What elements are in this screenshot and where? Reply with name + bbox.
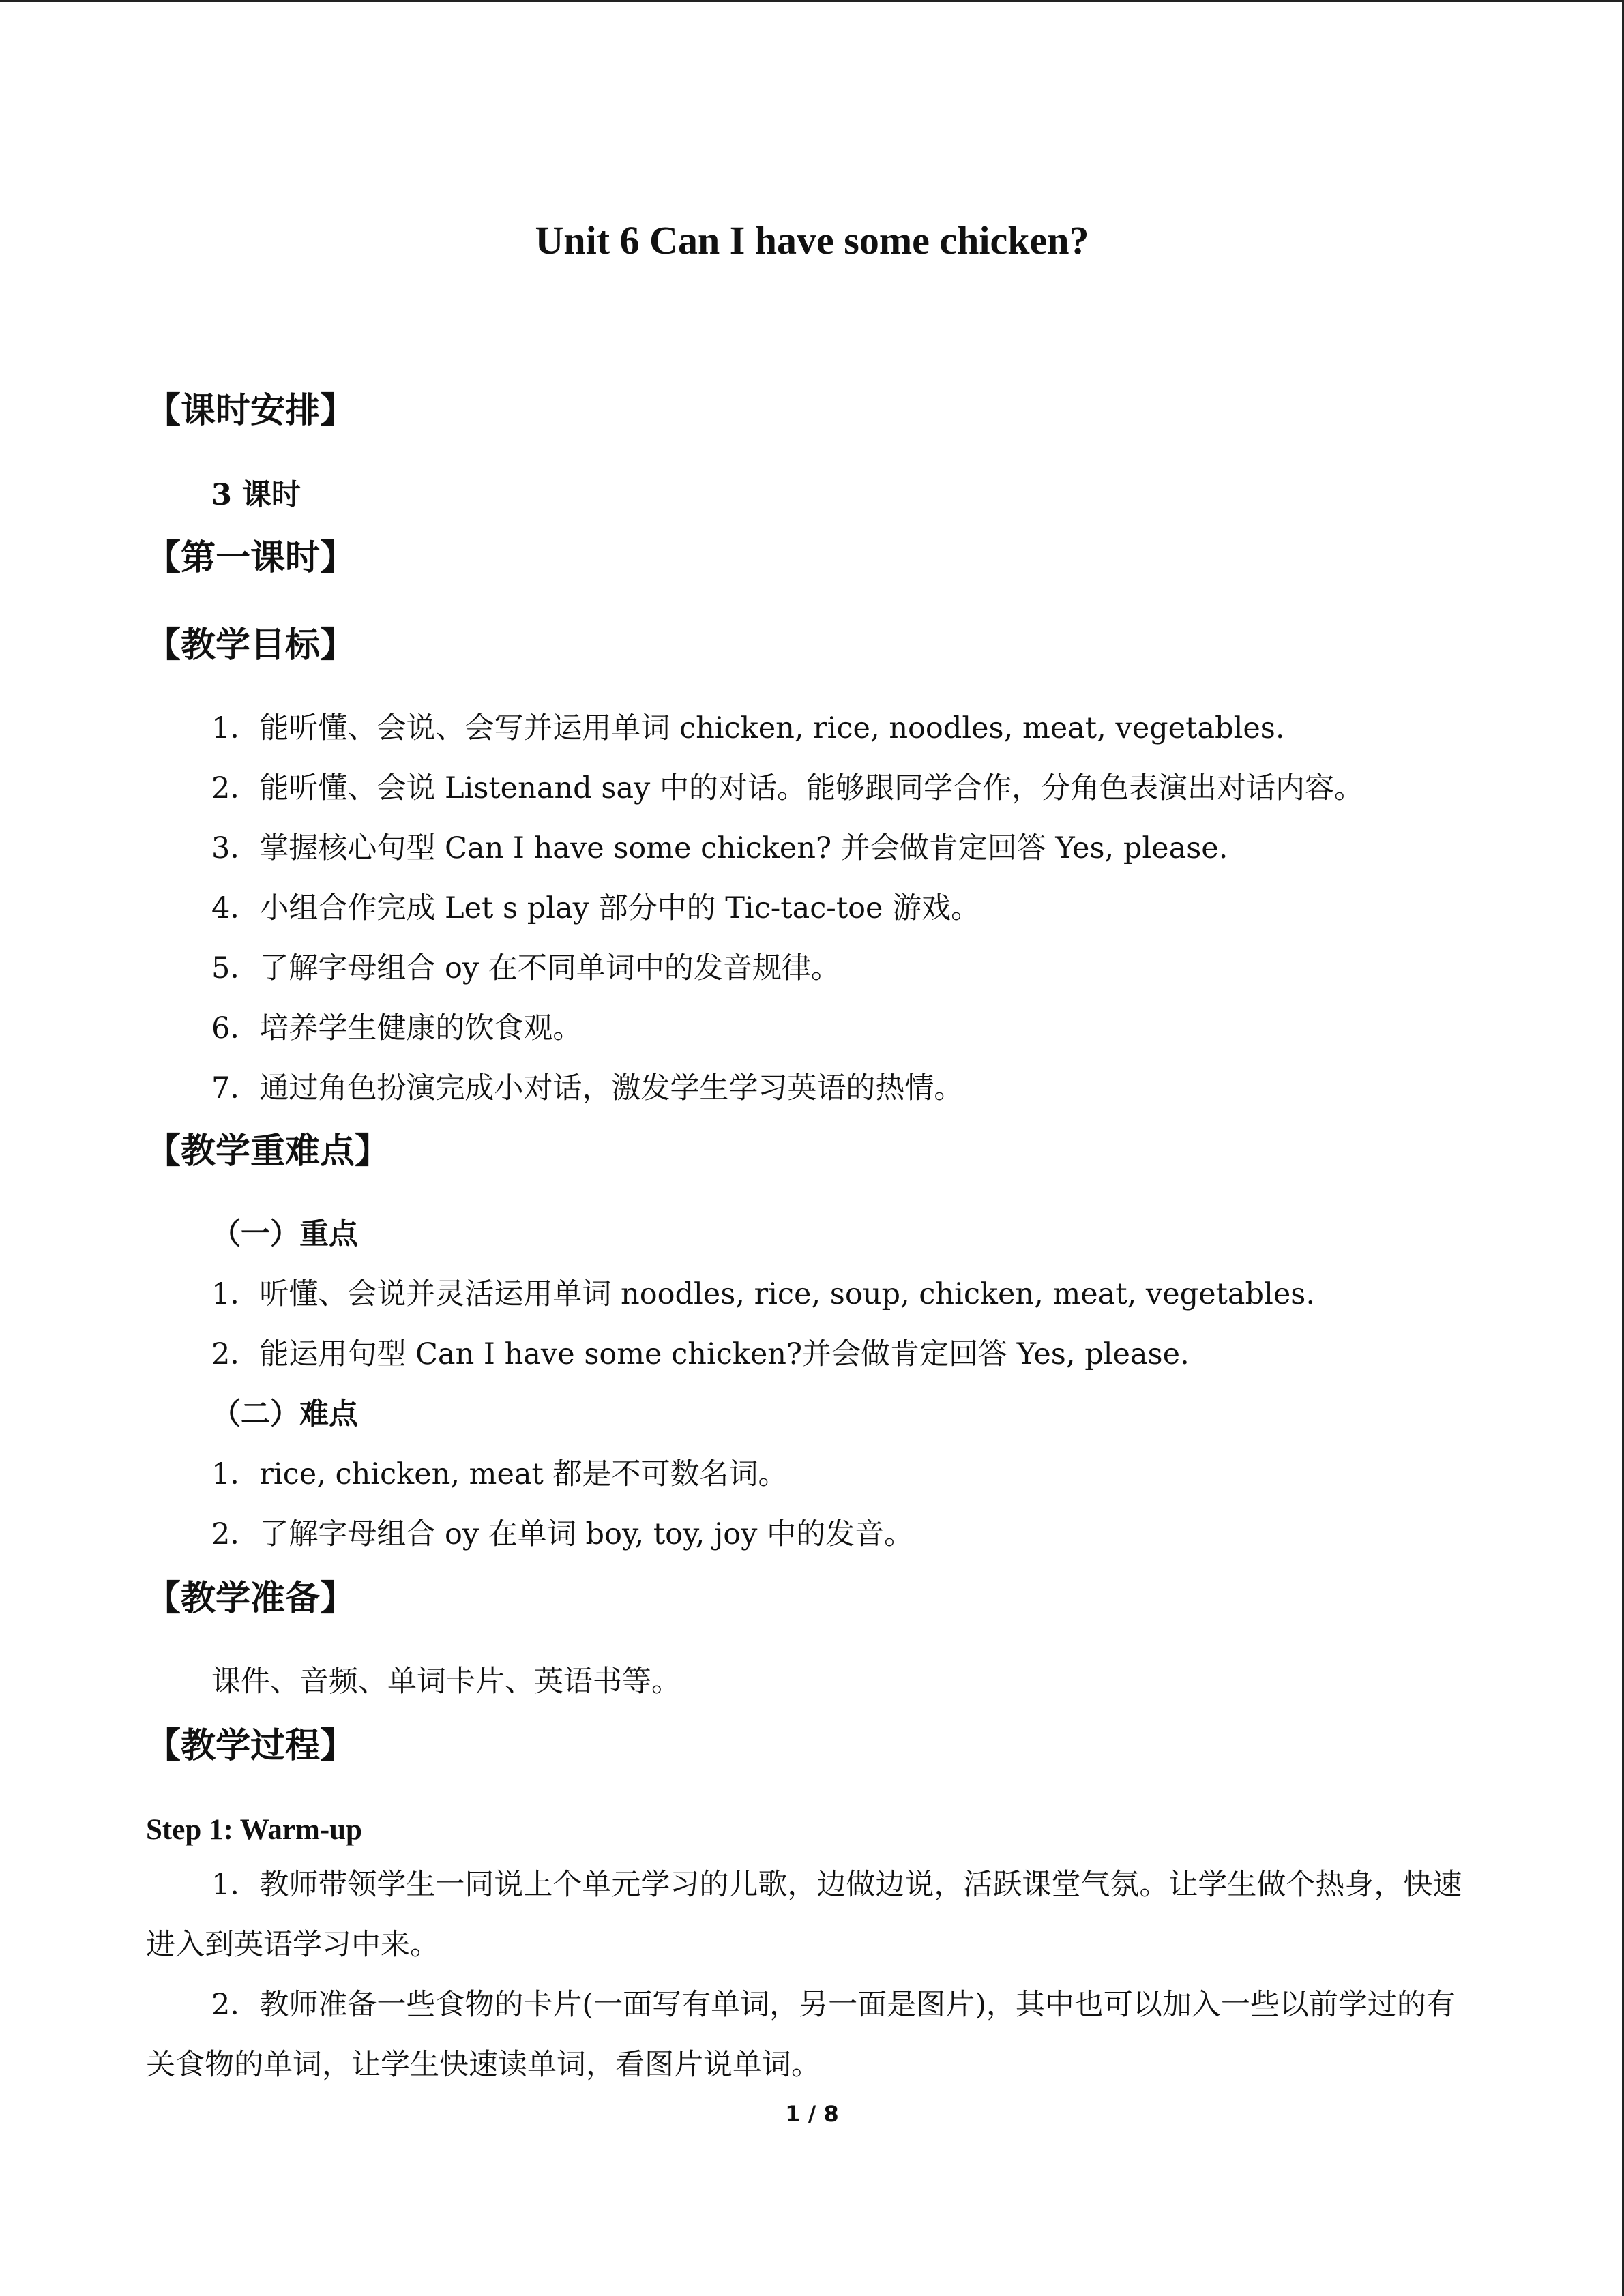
objective-item: 4．小组合作完成 Let s play 部分中的 Tic-tac-toe 游戏。 <box>211 891 981 925</box>
step1-title: Step 1: Warm-up <box>146 1814 362 1846</box>
heading-preparation: 【教学准备】 <box>146 1579 355 1619</box>
schedule-content: 3 课时 <box>211 478 301 512</box>
heading-process: 【教学过程】 <box>146 1726 355 1766</box>
page-border-top <box>0 0 1624 2</box>
difficulty-label: （二）难点 <box>211 1397 358 1431</box>
objective-item: 2．能听懂、会说 Listenand say 中的对话。能够跟同学合作，分角色表演出对话内容。 <box>211 771 1364 805</box>
focus-label: （一）重点 <box>211 1217 358 1251</box>
page-number: 1 / 8 <box>785 2101 839 2127</box>
step1-paragraph: 1．教师带领学生一同说上个单元学习的儿歌，边做边说，活跃课堂气氛。让学生做个热身，快速进入到英语学习中来。 <box>146 1868 1462 1962</box>
heading-key-points: 【教学重难点】 <box>146 1131 390 1172</box>
objective-item: 6．培养学生健康的饮食观。 <box>211 1011 582 1045</box>
objective-item: 5．了解字母组合 oy 在不同单词中的发音规律。 <box>211 951 840 985</box>
preparation-content: 课件、音频、单词卡片、英语书等。 <box>211 1665 681 1699</box>
step1-paragraph: 2．教师准备一些食物的卡片(一面写有单词，另一面是图片)，其中也可以加入一些以前学过的有关食物的单词，让学生快速读单词，看图片说单词。 <box>146 1988 1456 2082</box>
heading-objectives: 【教学目标】 <box>146 625 355 666</box>
objective-item: 1．能听懂、会说、会写并运用单词 chicken, rice, noodles, meat, vegetables. <box>211 711 1285 745</box>
heading-first-lesson: 【第一课时】 <box>146 538 355 578</box>
difficulty-item: 2．了解字母组合 oy 在单词 boy, toy, joy 中的发音。 <box>211 1517 914 1551</box>
objective-item: 3．掌握核心句型 Can I have some chicken? 并会做肯定回答 Yes, please. <box>211 831 1228 865</box>
difficulty-item: 1．rice, chicken, meat 都是不可数名词。 <box>211 1457 788 1491</box>
heading-schedule: 【课时安排】 <box>146 391 355 431</box>
focus-item: 2．能运用句型 Can I have some chicken?并会做肯定回答 Yes, please. <box>211 1337 1190 1371</box>
objective-item: 7．通过角色扮演完成小对话，激发学生学习英语的热情。 <box>211 1071 964 1105</box>
focus-item: 1．听懂、会说并灵活运用单词 noodles, rice, soup, chicken, meat, vegetables. <box>211 1277 1316 1311</box>
document-title: Unit 6 Can I have some chicken? <box>535 218 1089 263</box>
